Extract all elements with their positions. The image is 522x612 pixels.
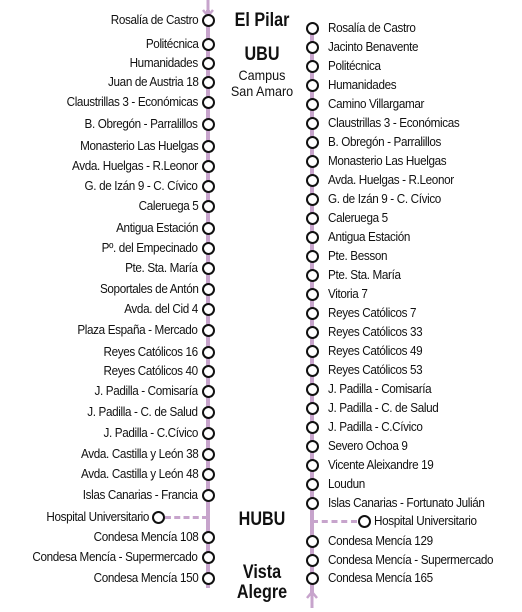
stop-dot — [202, 303, 215, 316]
stop-label: B. Obregón - Parralillos — [85, 116, 198, 131]
stop-label: J. Padilla - Comisaría — [328, 381, 432, 396]
stop-label: Condesa Mencía 129 — [328, 533, 433, 548]
hub-hubu: HUBU — [238, 509, 286, 530]
stop-dot — [202, 14, 215, 27]
stop-dot — [306, 22, 319, 35]
stop-label: Jacinto Benavente — [328, 39, 419, 54]
stop-dot — [202, 262, 215, 275]
stop-dot — [306, 79, 319, 92]
stop-label: B. Obregón - Parralillos — [328, 134, 441, 149]
stop-dot — [202, 76, 215, 89]
stop-label: Reyes Católicos 53 — [328, 362, 423, 377]
stop-dot — [202, 242, 215, 255]
stop-dot — [306, 41, 319, 54]
stop-dot — [202, 96, 215, 109]
stop-label: Reyes Católicos 16 — [103, 344, 198, 359]
stop-label: Condesa Mencía - Supermercado — [328, 552, 494, 567]
stop-label: Caleruega 5 — [328, 210, 388, 225]
stop-label: Pte. Sta. María — [125, 260, 198, 275]
stop-dot — [306, 117, 319, 130]
stop-label: J. Padilla - Comisaría — [94, 383, 198, 398]
stop-dot — [202, 118, 215, 131]
stop-label: Islas Canarias - Francia — [83, 487, 198, 502]
hub-ubu-san-amaro: San Amaro — [230, 83, 294, 99]
stop-label: Plaza España - Mercado — [77, 322, 198, 337]
stop-dot — [306, 98, 319, 111]
stop-dot — [152, 511, 165, 524]
stop-dot — [202, 531, 215, 544]
stop-dot — [202, 365, 215, 378]
stop-label: Antigua Estación — [115, 220, 198, 235]
stop-dot — [306, 193, 319, 206]
stop-label: J. Padilla - C.Cívico — [103, 425, 198, 440]
stop-label: J. Padilla - C.Cívico — [328, 419, 423, 434]
stop-dot — [202, 489, 215, 502]
stop-label: Claustrillas 3 - Económicas — [328, 115, 460, 130]
stop-dot — [306, 288, 319, 301]
stop-label: Pte. Besson — [328, 248, 388, 263]
stop-dot — [306, 60, 319, 73]
stop-label: Camino Villargamar — [328, 96, 425, 111]
stop-label: Reyes Católicos 7 — [328, 305, 417, 320]
hub-ubu-campus: Campus — [238, 67, 286, 83]
stop-dot — [306, 554, 319, 567]
stop-dot — [202, 468, 215, 481]
stop-dot — [306, 364, 319, 377]
stop-label: Condesa Mencía - Supermercado — [32, 549, 198, 564]
stop-label: Rosalía de Castro — [328, 20, 416, 35]
stop-dot — [306, 307, 319, 320]
stop-dot — [306, 174, 319, 187]
stop-dot — [306, 383, 319, 396]
stop-label: Caleruega 5 — [138, 198, 198, 213]
hub-ubu: UBU — [244, 44, 280, 65]
stop-dot — [306, 212, 319, 225]
stop-label: Humanidades — [129, 55, 198, 70]
stop-dot — [202, 346, 215, 359]
stop-dot — [306, 326, 319, 339]
stop-label: Pº. del Empecinado — [101, 240, 198, 255]
stop-label: Reyes Católicos 40 — [103, 363, 198, 378]
stop-dot — [202, 180, 215, 193]
stop-dot — [306, 345, 319, 358]
stop-dot — [306, 478, 319, 491]
stop-label: Antigua Estación — [328, 229, 411, 244]
stop-label: Condesa Mencía 150 — [93, 570, 198, 585]
stop-dot — [202, 427, 215, 440]
stop-label: G. de Izán 9 - C. Cívico — [328, 191, 441, 206]
stop-dot — [202, 385, 215, 398]
stop-label: Politécnica — [145, 36, 198, 51]
stop-dot — [202, 222, 215, 235]
hub-alegre: Alegre — [236, 582, 288, 603]
stop-label: Monasterio Las Huelgas — [79, 138, 198, 153]
hospital-branch-connector — [312, 520, 357, 523]
stop-label: Avda. Castilla y León 48 — [80, 466, 198, 481]
stop-label: Humanidades — [328, 77, 397, 92]
stop-dot — [358, 515, 371, 528]
direction-up-arrow-icon — [305, 590, 319, 608]
stop-dot — [202, 57, 215, 70]
stop-dot — [306, 269, 319, 282]
hub-vista: Vista — [242, 562, 282, 583]
stop-label: Loudun — [328, 476, 365, 491]
stop-label: Juan de Austria 18 — [107, 74, 198, 89]
stop-dot — [202, 406, 215, 419]
stop-dot — [202, 200, 215, 213]
stop-label: J. Padilla - C. de Salud — [87, 404, 198, 419]
stop-dot — [306, 231, 319, 244]
stop-dot — [202, 140, 215, 153]
stop-label: Avda. del Cid 4 — [124, 301, 198, 316]
stop-dot — [306, 535, 319, 548]
stop-label: Pte. Sta. María — [328, 267, 401, 282]
hospital-branch-connector — [165, 516, 208, 519]
stop-dot — [306, 440, 319, 453]
stop-label: Avda. Huelgas - R.Leonor — [328, 172, 454, 187]
stop-dot — [306, 459, 319, 472]
stop-label: G. de Izán 9 - C. Cívico — [85, 178, 198, 193]
stop-label: Avda. Castilla y León 38 — [80, 446, 198, 461]
stop-dot — [202, 160, 215, 173]
stop-label: Monasterio Las Huelgas — [328, 153, 447, 168]
stop-label: Islas Canarias - Fortunato Julián — [328, 495, 485, 510]
stop-dot — [202, 38, 215, 51]
stop-dot — [306, 250, 319, 263]
stop-label: J. Padilla - C. de Salud — [328, 400, 439, 415]
stop-label: Condesa Mencía 108 — [93, 529, 198, 544]
stop-label: Hospital Universitario — [46, 509, 149, 524]
stop-label: Avda. Huelgas - R.Leonor — [72, 158, 198, 173]
stop-dot — [306, 155, 319, 168]
stop-label: Soportales de Antón — [99, 281, 198, 296]
stop-label: Reyes Católicos 49 — [328, 343, 423, 358]
hub-el-pilar: El Pilar — [234, 10, 290, 31]
stop-dot — [306, 421, 319, 434]
stop-dot — [202, 283, 215, 296]
stop-label: Politécnica — [328, 58, 381, 73]
stop-label: Condesa Mencía 165 — [328, 570, 433, 585]
stop-dot — [306, 572, 319, 585]
stop-dot — [306, 136, 319, 149]
stop-label: Reyes Católicos 33 — [328, 324, 423, 339]
stop-dot — [202, 551, 215, 564]
stop-label: Rosalía de Castro — [110, 12, 198, 27]
stop-label: Vicente Aleixandre 19 — [328, 457, 434, 472]
stop-dot — [306, 497, 319, 510]
stop-dot — [306, 402, 319, 415]
stop-label: Vitoria 7 — [328, 286, 368, 301]
stop-dot — [202, 448, 215, 461]
stop-label: Claustrillas 3 - Económicas — [66, 94, 198, 109]
stop-label: Hospital Universitario — [374, 513, 477, 528]
stop-dot — [202, 324, 215, 337]
stop-dot — [202, 572, 215, 585]
stop-label: Severo Ochoa 9 — [328, 438, 408, 453]
